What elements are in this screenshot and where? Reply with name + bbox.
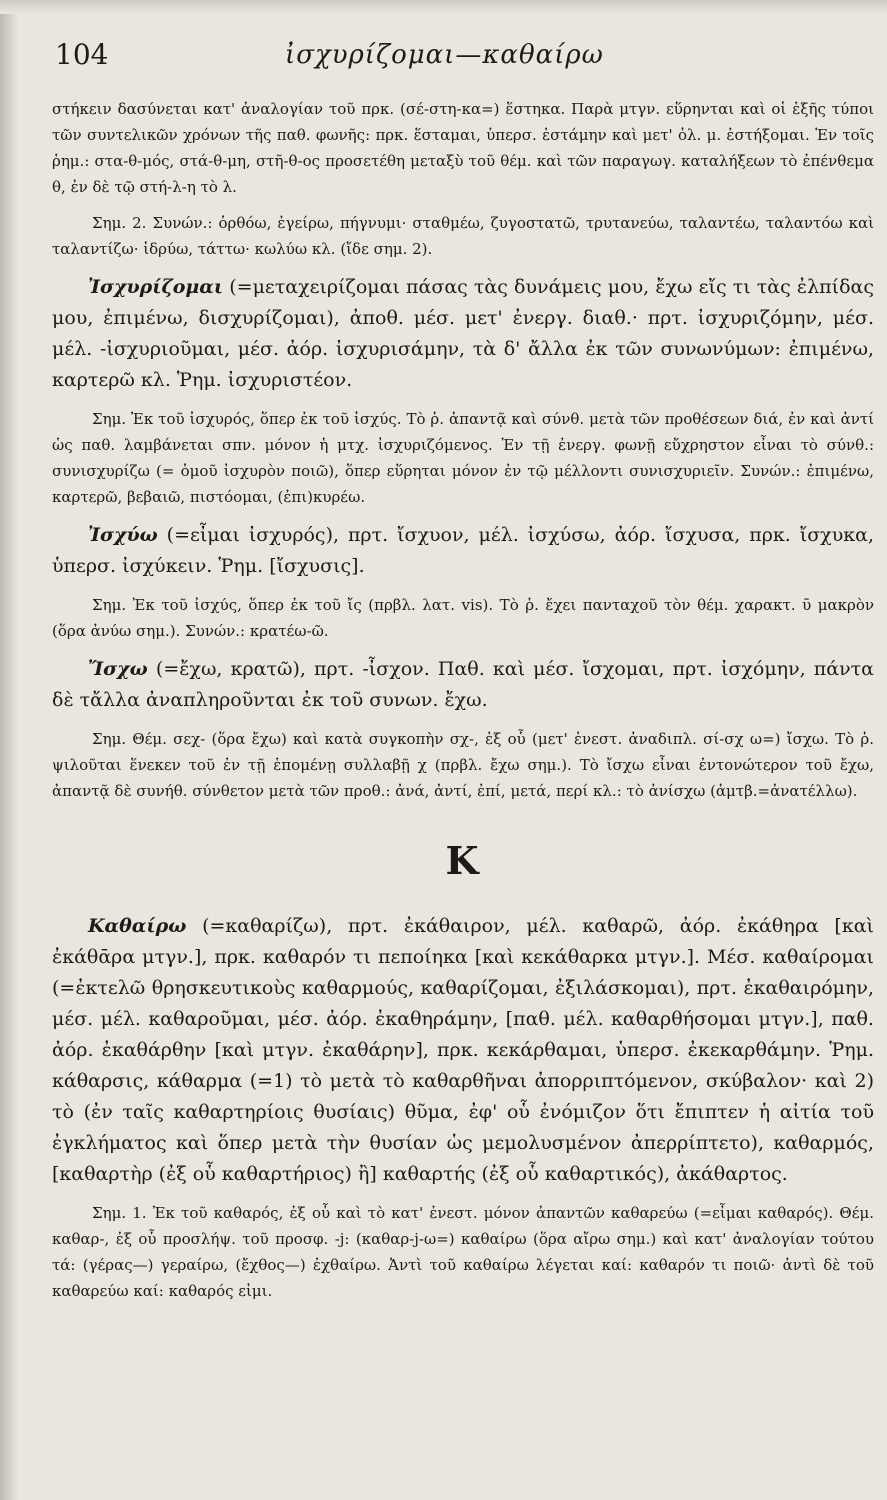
- entry-kathairo: Καθαίρω (=καθαρίζω), πρτ. ἐκάθαιρον, μέλ. καθαρῶ, ἀόρ. ἐκάθηρα [καὶ ἐκάθᾱρα μτγν.], πρκ. καθαρόν τι πεποίηκα [καὶ κεκάθαρκα μτγν.]. Μέσ. καθαίρομαι (=ἐκτελῶ θρησκευτικοὺς καθαρμούς, καθαρίζομαι, ἐξιλάσκομαι), πρτ. ἐκαθαιρόμην, μέσ. μέλ. καθαροῦμαι, μέσ. ἀόρ. ἐκαθηράμην, [παθ. μέλ. καθαρθήσομαι μτγν.], παθ. ἀόρ. ἐκαθάρθην [καὶ μτγν. ἐκαθάρην], πρκ. κεκάρθαμαι, ὑπερσ. ἐκεκαρθάμην. Ῥημ. κάθαρσις, κάθαρμα (=1) τὸ μετὰ τὸ καθαρθῆναι ἀπορριπτόμενον, σκύβαλον· καὶ 2) τὸ (ἐν ταῖς καθαρτηρίοις θυσίαις) θῦμα, ἐφ' οὗ ἐνόμιζον ὅτι ἔπιπτεν ἡ αἰτία τοῦ ἐγκλήματος καὶ ὅπερ μετὰ τὴν θυσίαν ὡς μεμολυσμένον ἀπερρίπτετο), καθαρμός, [καθαρτὴρ (ἐξ οὗ καθαρτήριος) ἢ] καθαρτής (ἐξ οὗ καθαρτικός), ἀκάθαρτος.: [52, 915, 874, 1185]
- entry-ischyrizomai: Ἰσχυρίζομαι (=μεταχειρίζομαι πάσας τὰς δυνάμεις μου, ἔχω εἴς τι τὰς ἐλπίδας μου, ἐπιμένω, δισχυρίζομαι), ἀποθ. μέσ. μετ' ἐνεργ. διαθ.· πρτ. ἰσχυριζόμην, μέσ. μέλ. -ἰσχυριοῦμαι, μέσ. ἀόρ. ἰσχυρισάμην, τὰ δ' ἄλλα ἐκ τῶν συνωνύμων: ἐπιμένω, καρτερῶ κλ. Ῥημ. ἰσχυριστέον.: [52, 276, 874, 391]
- headword: Ἴσχω: [88, 658, 148, 680]
- page-top-shadow: [0, 0, 887, 14]
- note-paragraph: Σημ. Ἐκ τοῦ ἰσχυρός, ὅπερ ἐκ τοῦ ἰσχύς. Τὸ ῥ. ἀπαντᾷ καὶ σύνθ. μετὰ τῶν προθέσεων διά, ἐν καὶ ἀντί ὡς παθ. λαμβάνεται σπν. μόνον ἡ μτχ. ἰσχυριζόμενος. Ἐν τῇ ἐνεργ. φωνῇ εὔχρηστον εἶναι τὸ σύνθ.: συνισχυρίζω (= ὁμοῦ ἰσχυρὸν ποιῶ), ὅπερ εὕρηται μόνον ἐν τῷ μέλλοντι συνισχυριεῖν. Συνών.: ἐπιμένω, καρτερῶ, βεβαιῶ, πιστόομαι, (ἐπι)κυρέω.: [52, 410, 874, 506]
- headword: Καθαίρω: [88, 915, 187, 937]
- page-header: [55, 38, 865, 78]
- note-paragraph: Σημ. Ἐκ τοῦ ἰσχύς, ὅπερ ἐκ τοῦ ἴς (πρβλ. λατ. vis). Τὸ ῥ. ἔχει πανταχοῦ τὸν θέμ. χαρακτ. ῡ μακρὸν (ὅρα ἀνύω σημ.). Συνών.: κρατέω-ῶ.: [52, 596, 874, 640]
- paragraph-continuation: στήκειν δασύνεται κατ' ἀναλογίαν τοῦ πρκ. (σέ-στη-κα=) ἕστηκα. Παρὰ μτγν. εὕρηνται καὶ οἱ ἑξῆς τύποι τῶν συντελικῶν χρόνων τῆς παθ. φωνῆς: πρκ. ἕσταμαι, ὑπερσ. ἑστάμην καὶ μετ' ὀλ. μ. ἑστήξομαι. Ἐν τοῖς ῥημ.: στα-θ-μός, στά-θ-μη, στῆ-θ-ος προσετέθη μεταξὺ τοῦ θέμ. καὶ τῶν παραγωγ. καταλήξεων τὸ ἐπένθεμα θ, ἐν δὲ τῷ στή-λ-η τὸ λ.: [52, 100, 874, 196]
- note-paragraph: Σημ. 2. Συνών.: ὀρθόω, ἐγείρω, πήγνυμι· σταθμέω, ζυγοστατῶ, τρυτανεύω, ταλαντέω, ταλαντόω καὶ ταλαντίζω· ἱδρύω, τάττω· κωλύω κλ. (ἴδε σημ. 2).: [52, 214, 874, 258]
- headword: Ἰσχύω: [88, 524, 158, 546]
- page-content: [52, 96, 874, 1314]
- headword: Ἰσχυρίζομαι: [88, 276, 224, 298]
- running-head: ἰσχυρίζομαι—καθαίρω: [285, 40, 604, 70]
- note-paragraph: Σημ. 1. Ἐκ τοῦ καθαρός, ἐξ οὗ καὶ τὸ κατ' ἐνεστ. μόνον ἀπαντῶν καθαρεύω (=εἶμαι καθαρός). Θέμ. καθαρ-, ἐξ οὗ προσλήψ. τοῦ προσφ. -j: (καθαρ-j-ω=) καθαίρω (ὅρα αἴρω σημ.) καὶ κατ' ἀναλογίαν τούτου τά: (γέρας—) γεραίρω, (ἔχθος—) ἐχθαίρω. Ἀντὶ τοῦ καθαίρω λέγεται καί: καθαρόν τι ποιῶ· ἀντὶ δὲ τοῦ καθαρεύω καί: καθαρός εἰμι.: [52, 1204, 874, 1300]
- page-number: 104: [55, 38, 109, 71]
- entry-ischo: Ἴσχω (=ἔχω, κρατῶ), πρτ. -ἶσχον. Παθ. καὶ μέσ. ἴσχομαι, πρτ. ἰσχόμην, πάντα δὲ τἄλλα ἀναπληροῦνται ἐκ τοῦ συνων. ἔχω.: [52, 658, 874, 711]
- note-paragraph: Σημ. Θέμ. σεχ- (ὅρα ἔχω) καὶ κατὰ συγκοπὴν σχ-, ἐξ οὗ (μετ' ἐνεστ. ἀναδιπλ. σί-σχ ω=) ἴσχω. Τὸ ῥ. ψιλοῦται ἕνεκεν τοῦ ἐν τῇ ἑπομένῃ συλλαβῇ χ (πρβλ. ἔχω σημ.). Τὸ ἴσχω εἶναι ἐντονώτερον τοῦ ἔχω, ἀπαντᾷ δὲ συνήθ. σύνθετον μετὰ τῶν προθ.: ἀνά, ἀντί, ἐπί, μετά, περί κλ.: τὸ ἀνίσχω (ἀμτβ.=ἀνατέλλω).: [52, 730, 874, 800]
- page-edge-shadow: [0, 0, 18, 1500]
- entry-ischyo: Ἰσχύω (=εἶμαι ἰσχυρός), πρτ. ἴσχυον, μέλ. ἰσχύσω, ἀόρ. ἴσχυσα, πρκ. ἴσχυκα, ὑπερσ. ἰσχύκειν. Ῥημ. [ἴσχυσις].: [52, 524, 874, 577]
- section-letter: K: [445, 838, 481, 883]
